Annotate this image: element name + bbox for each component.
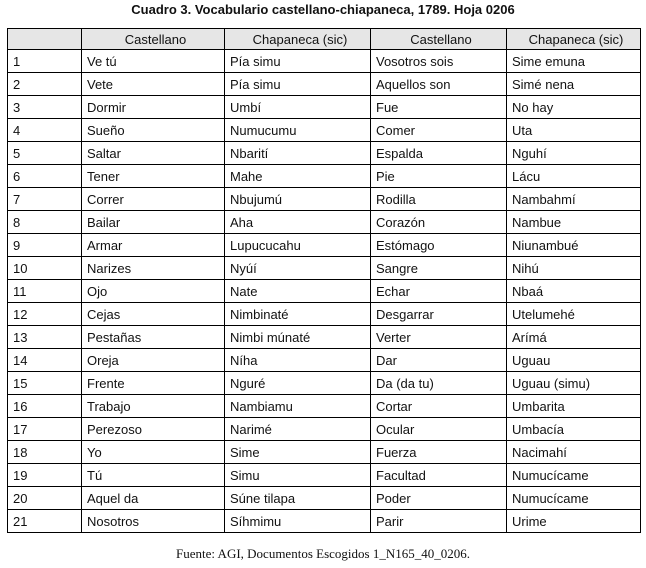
table-body bbox=[8, 50, 641, 533]
castellano-cell: Vete bbox=[82, 73, 225, 96]
row-number: 2 bbox=[8, 73, 82, 96]
row-number: 19 bbox=[8, 464, 82, 487]
row-number: 17 bbox=[8, 418, 82, 441]
row-number: 14 bbox=[8, 349, 82, 372]
castellano-cell: Echar bbox=[371, 280, 507, 303]
row-number: 5 bbox=[8, 142, 82, 165]
row-number: 6 bbox=[8, 165, 82, 188]
row-number: 12 bbox=[8, 303, 82, 326]
header-castellano-2: Castellano bbox=[371, 29, 507, 50]
castellano-cell: Oreja bbox=[82, 349, 225, 372]
castellano-cell: Dar bbox=[371, 349, 507, 372]
castellano-cell: Aquel da bbox=[82, 487, 225, 510]
chapaneca-cell: Nguré bbox=[225, 372, 371, 395]
chapaneca-cell: Nbujumú bbox=[225, 188, 371, 211]
castellano-cell: Ve tú bbox=[82, 50, 225, 73]
chapaneca-cell: Numucumu bbox=[225, 119, 371, 142]
castellano-cell: Ocular bbox=[371, 418, 507, 441]
header-row bbox=[8, 29, 641, 50]
row-number: 13 bbox=[8, 326, 82, 349]
chapaneca-cell: Uguau bbox=[507, 349, 641, 372]
row-number: 21 bbox=[8, 510, 82, 533]
chapaneca-cell: Nambahmí bbox=[507, 188, 641, 211]
chapaneca-cell: Simu bbox=[225, 464, 371, 487]
chapaneca-cell: Síhmimu bbox=[225, 510, 371, 533]
castellano-cell: Frente bbox=[82, 372, 225, 395]
castellano-cell: Sueño bbox=[82, 119, 225, 142]
castellano-cell: Pestañas bbox=[82, 326, 225, 349]
header-chapaneca-1: Chapaneca (sic) bbox=[225, 29, 371, 50]
row-number: 18 bbox=[8, 441, 82, 464]
table-row bbox=[8, 510, 641, 533]
castellano-cell: Corazón bbox=[371, 211, 507, 234]
castellano-cell: Verter bbox=[371, 326, 507, 349]
castellano-cell: Dormir bbox=[82, 96, 225, 119]
table-row bbox=[8, 50, 641, 73]
chapaneca-cell: Umbí bbox=[225, 96, 371, 119]
chapaneca-cell: Nihú bbox=[507, 257, 641, 280]
castellano-cell: Sangre bbox=[371, 257, 507, 280]
table-row bbox=[8, 165, 641, 188]
chapaneca-cell: Sime emuna bbox=[507, 50, 641, 73]
castellano-cell: Armar bbox=[82, 234, 225, 257]
row-number: 8 bbox=[8, 211, 82, 234]
chapaneca-cell: Nambiamu bbox=[225, 395, 371, 418]
chapaneca-cell: Súne tilapa bbox=[225, 487, 371, 510]
chapaneca-cell: Aha bbox=[225, 211, 371, 234]
chapaneca-cell: Niunambué bbox=[507, 234, 641, 257]
castellano-cell: Fue bbox=[371, 96, 507, 119]
chapaneca-cell: Mahe bbox=[225, 165, 371, 188]
table-row bbox=[8, 280, 641, 303]
chapaneca-cell: Nimbi múnaté bbox=[225, 326, 371, 349]
chapaneca-cell: Numucícame bbox=[507, 464, 641, 487]
castellano-cell: Facultad bbox=[371, 464, 507, 487]
table-row bbox=[8, 303, 641, 326]
chapaneca-cell: Lácu bbox=[507, 165, 641, 188]
castellano-cell: Rodilla bbox=[371, 188, 507, 211]
row-number: 11 bbox=[8, 280, 82, 303]
vocabulary-table bbox=[7, 28, 641, 533]
castellano-cell: Parir bbox=[371, 510, 507, 533]
chapaneca-cell: Nate bbox=[225, 280, 371, 303]
row-number: 20 bbox=[8, 487, 82, 510]
castellano-cell: Aquellos son bbox=[371, 73, 507, 96]
chapaneca-cell: Nambue bbox=[507, 211, 641, 234]
chapaneca-cell: Arímá bbox=[507, 326, 641, 349]
castellano-cell: Narizes bbox=[82, 257, 225, 280]
chapaneca-cell: Umbacía bbox=[507, 418, 641, 441]
chapaneca-cell: Pía simu bbox=[225, 73, 371, 96]
table-row bbox=[8, 441, 641, 464]
row-number: 10 bbox=[8, 257, 82, 280]
table-row bbox=[8, 487, 641, 510]
chapaneca-cell: Utelumehé bbox=[507, 303, 641, 326]
table-row bbox=[8, 211, 641, 234]
row-number: 15 bbox=[8, 372, 82, 395]
chapaneca-cell: Simé nena bbox=[507, 73, 641, 96]
chapaneca-cell: Lupucucahu bbox=[225, 234, 371, 257]
castellano-cell: Espalda bbox=[371, 142, 507, 165]
table-row bbox=[8, 395, 641, 418]
table-row bbox=[8, 464, 641, 487]
chapaneca-cell: No hay bbox=[507, 96, 641, 119]
row-number: 9 bbox=[8, 234, 82, 257]
castellano-cell: Trabajo bbox=[82, 395, 225, 418]
table-title: Cuadro 3. Vocabulario castellano-chiapaneca, 1789. Hoja 0206 bbox=[131, 2, 515, 17]
castellano-cell: Vosotros sois bbox=[371, 50, 507, 73]
row-number: 4 bbox=[8, 119, 82, 142]
castellano-cell: Comer bbox=[371, 119, 507, 142]
row-number: 7 bbox=[8, 188, 82, 211]
chapaneca-cell: Sime bbox=[225, 441, 371, 464]
chapaneca-cell: Urime bbox=[507, 510, 641, 533]
castellano-cell: Pie bbox=[371, 165, 507, 188]
chapaneca-cell: Narimé bbox=[225, 418, 371, 441]
source-note: Fuente: AGI, Documentos Escogidos 1_N165_40_0206. bbox=[176, 546, 470, 561]
row-number: 1 bbox=[8, 50, 82, 73]
castellano-cell: Desgarrar bbox=[371, 303, 507, 326]
castellano-cell: Fuerza bbox=[371, 441, 507, 464]
castellano-cell: Cortar bbox=[371, 395, 507, 418]
table-row bbox=[8, 349, 641, 372]
chapaneca-cell: Uguau (simu) bbox=[507, 372, 641, 395]
header-number bbox=[8, 29, 82, 50]
chapaneca-cell: Níha bbox=[225, 349, 371, 372]
castellano-cell: Saltar bbox=[82, 142, 225, 165]
header-chapaneca-2: Chapaneca (sic) bbox=[507, 29, 641, 50]
table-row bbox=[8, 96, 641, 119]
table-row bbox=[8, 326, 641, 349]
castellano-cell: Tener bbox=[82, 165, 225, 188]
chapaneca-cell: Nimbinaté bbox=[225, 303, 371, 326]
table-row bbox=[8, 119, 641, 142]
chapaneca-cell: Nacimahí bbox=[507, 441, 641, 464]
chapaneca-cell: Umbarita bbox=[507, 395, 641, 418]
castellano-cell: Estómago bbox=[371, 234, 507, 257]
castellano-cell: Bailar bbox=[82, 211, 225, 234]
table-row bbox=[8, 188, 641, 211]
chapaneca-cell: Nyúí bbox=[225, 257, 371, 280]
castellano-cell: Da (da tu) bbox=[371, 372, 507, 395]
castellano-cell: Nosotros bbox=[82, 510, 225, 533]
table-row bbox=[8, 73, 641, 96]
row-number: 16 bbox=[8, 395, 82, 418]
table-row bbox=[8, 142, 641, 165]
castellano-cell: Cejas bbox=[82, 303, 225, 326]
castellano-cell: Perezoso bbox=[82, 418, 225, 441]
chapaneca-cell: Uta bbox=[507, 119, 641, 142]
chapaneca-cell: Pía simu bbox=[225, 50, 371, 73]
chapaneca-cell: Nbaá bbox=[507, 280, 641, 303]
table-row bbox=[8, 418, 641, 441]
row-number: 3 bbox=[8, 96, 82, 119]
chapaneca-cell: Nguhí bbox=[507, 142, 641, 165]
castellano-cell: Yo bbox=[82, 441, 225, 464]
table-row bbox=[8, 372, 641, 395]
table-row bbox=[8, 257, 641, 280]
castellano-cell: Ojo bbox=[82, 280, 225, 303]
chapaneca-cell: Nbarití bbox=[225, 142, 371, 165]
castellano-cell: Correr bbox=[82, 188, 225, 211]
castellano-cell: Tú bbox=[82, 464, 225, 487]
castellano-cell: Poder bbox=[371, 487, 507, 510]
header-castellano-1: Castellano bbox=[82, 29, 225, 50]
table-row bbox=[8, 234, 641, 257]
chapaneca-cell: Numucícame bbox=[507, 487, 641, 510]
